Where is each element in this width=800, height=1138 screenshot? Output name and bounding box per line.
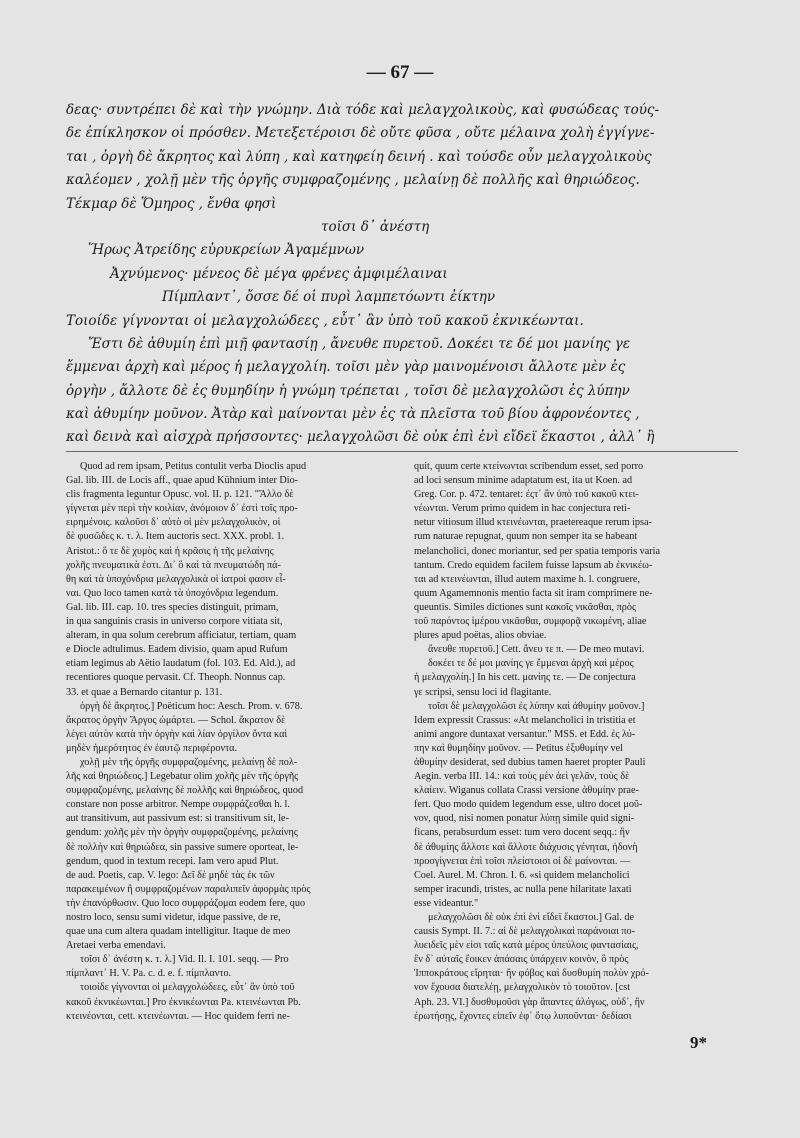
footnotes: [66, 460, 738, 1024]
note-line: tantum. Credo equidem facilem fuisse lapsum ab ἐκνικέω-: [414, 559, 653, 571]
note-line: alteram, in qua solum cerebrum afficiatur, tertiam, quam: [66, 630, 297, 642]
note-line: ad loci sensum minime adaptatum est, ita ut Koen. ad: [414, 475, 633, 487]
note-line: κακοῦ ἐκνικέωνται.] Pro ἐκνικέωνται Pa. κτεινέωνται Pb.: [66, 996, 301, 1008]
note-line: in qua sanguinis crasis in universo corpore vitiata sit,: [66, 616, 283, 628]
note-line: ἀθυμίην desiderat, sed dubius tamen haeret propter Pauli: [414, 756, 646, 768]
note-line: nostro loco, sensu sumi videtur, idque passive, de re,: [66, 912, 281, 923]
note-line: συμφραζομένης, μελαίνης δὲ πολλῆς καὶ θηριώδεος, quod: [66, 785, 304, 797]
note-line: ἡ μελαγχολίη.] In his cett. μανίης τε. — De conjectura: [414, 672, 636, 684]
text-line: ται , ὀργὴ δὲ ἄκρητος καὶ λύπη , καὶ κατηφείη δεινή . καὶ τούσδε οὖν μελαγχολικοὺς: [66, 148, 652, 165]
note-line: gendum: χολῆς μὲν τὴν ὀργὴν συμφραζομένης, μελαίνης: [66, 827, 298, 839]
note-line: Quod ad rem ipsam, Petitus contulit verba Dioclis apud: [80, 461, 307, 472]
note-line: quae una cum altera quadam intelligitur. Itaque de meo: [66, 926, 291, 938]
note-line: τοῖσι δὲ μελαγχολῶσι ἐς λύπην καὶ ἀθυμίην μοῦνον.]: [428, 700, 645, 712]
note-line: etiam legimus ab Aëtio laudatum (fol. 103. Ed. Ald.), ad: [66, 658, 296, 670]
note-line: fert. Quo modo quidem legendum esse, ultro docet μοῦ-: [414, 799, 643, 811]
printer-signature-mark: 9*: [690, 1033, 707, 1052]
note-line: plures apud poëtas, alios obviae.: [414, 630, 547, 642]
note-line: rum naturae repugnat, quum non semper ita se habeant: [414, 531, 638, 543]
note-line: λῆς καὶ θηριώδεος.] Legebatur olim χολῆς μὲν τῆς ὀργῆς: [66, 771, 299, 783]
note-line: νον ἔχουσα διατελέῃ, μελαγχολικὸν τὸ τοιοῦτον. [cst: [414, 982, 631, 994]
note-line: Aph. 23. VI.] δυσθυμοῦσι γὰρ ἅπαντες ἀλόγως, οὐδ᾽, ἢν: [414, 996, 645, 1008]
note-line: esse videantur.": [414, 897, 479, 909]
note-line: ὀργὴ δὲ ἄκρητος.] Poëticum hoc: Aesch. Prom. v. 678.: [80, 700, 303, 712]
text-line: Ἔστι δὲ ἀθυμίη ἐπὶ μιῇ φαντασίῃ , ἄνευθε πυρετοῦ. Δοκέει τε δέ μοι μανίης γε: [88, 335, 631, 352]
note-line: χολῆς πνευματικὰ ἐστι. Δι᾽ ὃ καὶ τὰ πνευματώδη πά-: [66, 559, 281, 571]
note-line: ειρημένοις. καλοῦσι δ᾽ αὐτὸ οἱ μὲν μελαγχολικὸν, οἱ: [66, 517, 281, 529]
note-line: τὴν ἐπανόρθωσιν. Quo loco συμφράζομαι eodem fere, quo: [66, 897, 306, 909]
note-line: ficans, perabsurdum esset: tum vero docent seqq.: ἣν: [414, 827, 630, 839]
note-line: δοκέει τε δέ μοι μανίης γε ἔμμεναι ἀρχὴ καὶ μέρος: [428, 658, 634, 670]
note-line: aut transitivum, aut passivum est: si transitivum sit, le-: [66, 813, 289, 825]
text-line: καλέομεν , χολῇ μὲν τῆς ὀργῆς συμφραζομένης , μελαίνῃ δὲ πολλῆς καὶ θηριώδεος.: [66, 172, 640, 189]
page-number: — 67 —: [366, 62, 434, 83]
note-line: προσγίγνεται ἐπὶ τοῖσι πλείστοισι οἱ δὲ μαίνονται. —: [414, 855, 631, 867]
note-line: animi angore duntaxat versantur." MSS. et Edd. ἐς λύ-: [414, 728, 636, 740]
note-line: Idem expressit Crassus: «At melancholici in tristitia et: [414, 714, 636, 726]
text-line: Ἀχνύμενος· μένεος δὲ μέγα φρένες ἀμφιμέλαιναι: [110, 265, 448, 282]
note-line: netur vitiosum illud κτεινέωνται, praetereaque rerum ipsa-: [414, 517, 652, 529]
note-line: δὲ φυσῶδες κ. τ. λ. Item auctoris sect. XXX. probl. 1.: [66, 531, 285, 543]
text-line: Τέκμαρ δὲ Ὅμηρος , ἔνθα φησὶ: [66, 195, 277, 212]
note-line: e Diocle adtulimus. Eadem divisio, quam apud Rufum: [66, 644, 288, 656]
note-line: recentiores quoque pervasit. Cf. Theoph. Nonnus cap.: [66, 672, 286, 684]
text-line: τοῖσι δ᾽ ἀνέστη: [321, 218, 430, 235]
note-line: πίμπλαντ᾽ H. V. Pa. c. d. e. f. πίμπλαντο.: [66, 968, 232, 980]
note-line: constare non posse arbitror. Nempe συμφράζεσθαι h. l.: [66, 799, 290, 811]
note-line: Gal. lib. III. de Locis aff., quae apud Kühnium inter Dio-: [66, 475, 299, 487]
note-line: κλαίειν. Wiganus collata Crassi versione ἀθυμίην prae-: [414, 785, 639, 797]
note-line: quit, quum certe κτείνωνται scribendum esset, sed porro: [414, 461, 644, 472]
note-line: χολῇ μὲν τῆς ὀργῆς συμφραζομένης, μελαίνῃ δὲ πολ-: [80, 756, 298, 768]
text-line: δεας· συντρέπει δὲ καὶ τὴν γνώμην. Διὰ τόδε καὶ μελαγχολικοὺς, καὶ φυσώδεας τούς-: [66, 102, 660, 118]
note-line: semper iracundi, tristes, ac nulla pene hilaritate laxati: [414, 883, 632, 895]
note-line: ἄκρατος ὀργὴν Ἄργος ὡμάρτει. — Schol. ἄκρατον δὲ: [66, 714, 286, 726]
text-line: δε ἐπίκλησκον οἱ πρόσθεν. Μετεξετέροισι δὲ οὔτε φῦσα , οὔτε μέλαινα χολὴ ἐγγίγνε-: [66, 125, 655, 142]
note-line: θη καὶ τὰ ὑποχόνδρια μελαγχολικὰ οἱ ἰατροί φασιν εἶ-: [66, 573, 286, 585]
note-line: Coel. Aurel. M. Chron. I. 6. «si quidem melancholici: [414, 869, 630, 881]
note-line: τοῦ παρόντος ἱμέρου νικᾶσθαι, συμφορᾷ νικωμένη, aliae: [414, 616, 647, 628]
text-line: Τοιοίδε γίγνονται οἱ μελαγχολώδεες , εὖτ᾽ ἂν ὑπὸ τοῦ κακοῦ ἐκνικέωνται.: [66, 312, 584, 329]
note-line: παρακειμένων ἢ συμφραζομένων παραλιπεῖν ἀφορμὰς πρὸς: [66, 883, 311, 895]
note-line: de aud. Poetis, cap. V. lego: Δεῖ δὲ μηδὲ τὰς ἐκ τῶν: [66, 869, 275, 881]
note-line: Aegin. verba III. 14.: καὶ τοὺς μὲν ἀεὶ γελᾶν, τοὺς δὲ: [414, 771, 630, 783]
main-greek-text: [66, 99, 738, 450]
text-line: Ἥρως Ἀτρείδης εὐρυκρείων Ἀγαμέμνων: [88, 242, 365, 259]
note-line: γε scripsi, sensu loci id flagitante.: [414, 686, 552, 698]
note-line: νέωνται. Verum primo quidem in hac conjectura reti-: [414, 503, 631, 515]
note-line: πην καὶ θυμηδίην μοῦνον. — Petitus ἐξυθυμίην vel: [414, 742, 623, 754]
text-line: Πίμπλαντ᾽, ὄσσε δέ οἱ πυρὶ λαμπετόωντι ἐίκτην: [162, 289, 496, 306]
note-line: Aretaei verba emendavi.: [66, 940, 166, 952]
footnote-divider: [66, 451, 738, 452]
note-line: λέγει αὐτὸν κατὰ τὴν ὀργὴν καὶ λίαν ὀργίλον ὄντα καὶ: [66, 728, 288, 740]
footnotes-right-column: [414, 460, 738, 1024]
note-line: δὲ πολλὴν καὶ θηριώδεα, sin passive sumere oporteat, le-: [66, 841, 299, 853]
note-line: τοῖσι δ᾽ ἀνέστη κ. τ. λ.] Vid. Il. I. 101. seqq. — Pro: [80, 954, 289, 966]
note-line: μελαγχολῶσι δὲ οὐκ ἐπὶ ἑνὶ εἴδεϊ ἕκαστοι.] Gal. de: [428, 912, 635, 923]
note-line: clis fragmenta leguntur Opusc. vol. II. p. 121. "Ἄλλο δὲ: [66, 489, 294, 501]
note-line: ἄνευθε πυρετοῦ.] Cett. ἄνευ τε π. — De meo mutavi.: [428, 644, 645, 656]
note-line: γίγνεται μὲν περὶ τὴν κοιλίαν, ἀνόμοιον δ᾽ ἐστὶ τοῖς προ-: [66, 503, 298, 515]
note-line: queuntis. Similes dictiones sunt κακοῖς νικᾶσθαι, πρὸς: [414, 601, 637, 613]
text-line: καὶ δεινὰ καὶ αἰσχρὰ πρήσσοντες· μελαγχολῶσι δὲ οὐκ ἐπὶ ἑνὶ εἴδεϊ ἕκαστοι , ἀλλ᾽ ἢ: [66, 429, 655, 446]
footnotes-left-column: [66, 460, 390, 1024]
note-line: causis Sympt. II. 7.: αἱ δὲ μελαγχολικαὶ παράνοιαι πο-: [414, 926, 636, 938]
text-line: ἔμμεναι ἀρχὴ καὶ μέρος ἡ μελαγχολίη. τοῖσι μὲν γὰρ μαινομένοισι ἄλλοτε μὲν ἐς: [66, 359, 626, 376]
note-line: ται ad κτεινέωνται, illud autem maxime h. l. congruere,: [414, 573, 641, 585]
note-line: ἐρωτήσῃς, ἔχοντες εἰπεῖν ἐφ᾽ ὅτῳ λυποῦνται· δεδίασι: [414, 1010, 632, 1022]
note-line: 33. et quae a Bernardo citantur p. 131.: [66, 686, 223, 698]
note-line: Greg. Cor. p. 472. tentaret: ἐςτ᾽ ἂν ὑπὸ τοῦ κακοῦ κτει-: [414, 489, 639, 501]
note-line: τοιοίδε γίγνονται οἱ μελαγχολώδεες, εὖτ᾽ ἂν ὑπὸ τοῦ: [80, 982, 295, 994]
note-line: Aristot.: ὅ τε δὲ χυμὸς καὶ ἡ κρᾶσις ἡ τῆς μελαίνης: [66, 545, 274, 557]
note-line: Ἱπποκράτους εἴρηται· ἢν φόβος καὶ δυσθυμίη πολὺν χρό-: [414, 968, 649, 980]
note-line: νον, quod, nisi nomen ponatur λύπῃ simile quid signi-: [414, 813, 635, 825]
note-line: ναι. Quo loco tamen κατὰ τὰ ὑποχόνδρια legendum.: [66, 587, 279, 599]
note-line: melancholici, donec moriantur, sed per spatia temporis varia: [414, 545, 660, 557]
note-line: Gal. lib. III. cap. 10. tres species distinguit, primam,: [66, 601, 279, 613]
note-line: μηδὲν ἡμερότητος ἐν ἑαυτῷ περιφέροντα.: [66, 742, 238, 754]
note-line: ἓν δ᾽ αὐταῖς ἔοικεν ἁπάσαις ὑπάρχειν κοινὸν, ὃ πρὸς: [414, 954, 629, 966]
note-line: quum Agamemnonis mentio facta sit iram comprimere ne-: [414, 587, 653, 599]
text-line: καὶ ἀθυμίην μοῦνον. Ἀτὰρ καὶ μαίνονται μὲν ἐς τὰ πλεῖστα τοῦ βίου ἀφρονέοντες ,: [66, 406, 640, 423]
note-line: gendum, quod in textum recepi. Iam vero apud Plut.: [66, 855, 279, 867]
note-line: λυειδεῖς μὲν εἰσι ταῖς κατὰ μέρος ὑπεύλοις φαντασίαις,: [414, 940, 639, 952]
note-line: κτεινέονται, cett. κτεινέωνται. — Hoc quidem ferri ne-: [66, 1010, 291, 1022]
text-line: ὀργὴν , ἄλλοτε δὲ ἐς θυμηδίην ἡ γνώμη τρέπεται , τοῖσι δὲ μελαγχολῶσι ἐς λύπην: [66, 382, 630, 399]
note-line: δὲ ἀθυμίης ἄλλοτε καὶ ἄλλοτε διάχυσις γένηται, ἡδονὴ: [414, 841, 638, 853]
